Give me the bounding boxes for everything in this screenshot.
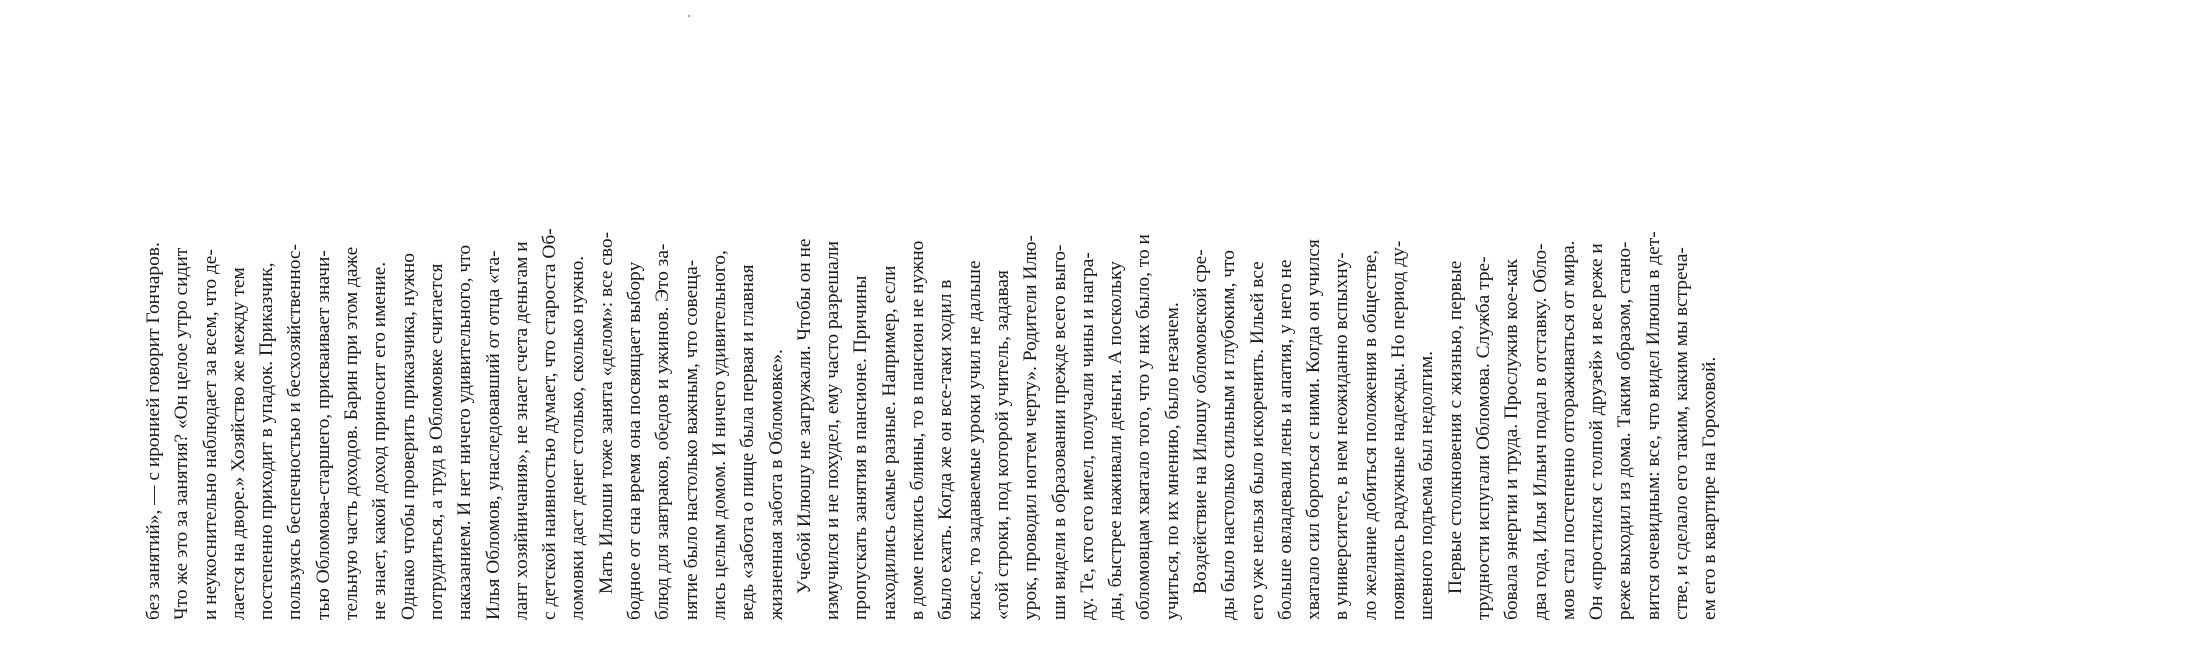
text-line: Он «простился с толпой друзей» и все реже и xyxy=(1586,243,1608,620)
text-line: блюд для завтраков, обедов и ужинов. Это за- xyxy=(652,243,674,620)
text-line: лается на дворе.» Хозяйство же между тем xyxy=(227,267,249,620)
text-line: ши видели в образовании прежде всего выго- xyxy=(1048,244,1070,620)
text-line: обломовцам хватало того, что у них было, то и xyxy=(1133,234,1155,620)
text-line: с детской наивностью думает, что староста Об- xyxy=(539,228,561,620)
text-line: трудности испугали Обломова. Служба тре- xyxy=(1472,256,1494,620)
text-line: без занятий», — с иронией говорит Гончаров. xyxy=(143,242,164,620)
text-line: тью Обломова-старшего, присваивает значи- xyxy=(312,250,334,620)
text-column-area xyxy=(140,20,1721,620)
text-line: постепенно приходит в упадок. Приказчик, xyxy=(256,262,278,620)
text-line: его уже нельзя было искоренить. Ильей все xyxy=(1246,261,1268,620)
text-line: больше овладевали лень и апатия, у него не xyxy=(1274,259,1296,620)
text-line: находились самые разные. Например, если xyxy=(878,265,900,620)
text-line: тельную часть доходов. Барин при этом даже xyxy=(341,246,363,620)
rotated-text-block xyxy=(140,20,1721,620)
text-line: стве, и сделало его таким, каким мы встреча- xyxy=(1671,247,1693,620)
text-line: в доме пеклись блины, то в пансион не нужно xyxy=(907,240,929,620)
text-line: ды, быстрее наживали деньги. А поскольку xyxy=(1105,261,1127,620)
text-line: Илья Обломов, унаследовавший от отца «та- xyxy=(482,250,504,620)
text-line: жизненная забота в Обломовке». xyxy=(765,349,787,620)
text-line: Учебой Илюшу не загружали. Чтобы он не xyxy=(793,238,815,594)
text-line: мов стал постепенно отгораживаться от мира. xyxy=(1557,240,1579,620)
text-line: потрудиться, а труд в Обломовке считается xyxy=(425,263,447,620)
text-line: урок, проводил ногтем черту». Родители Илю- xyxy=(1020,235,1042,620)
text-line: Воздействие на Илюшу обломовской сре- xyxy=(1189,249,1211,594)
text-line: пользуясь беспечностью и бесхозяйственнос- xyxy=(284,244,306,620)
text-line: Однако чтобы проверить приказчика, нужно xyxy=(397,253,419,620)
text-line: бодное от сна время она посвящает выбору xyxy=(624,261,646,620)
text-line: было ехать. Когда же он все-таки ходил в xyxy=(935,279,957,620)
text-line: Первые столкновения с жизнью, первые xyxy=(1444,260,1466,594)
text-line: шевного подъема был недолгим. xyxy=(1416,351,1438,620)
text-line: измучился и не похудел, ему часто разрешали xyxy=(822,241,844,620)
text-line: Что же это за занятия? «Он целое утро сидит xyxy=(171,247,193,620)
text-line: реже выходил из дома. Таким образом, стано- xyxy=(1614,241,1636,620)
scan-speck xyxy=(688,15,690,17)
text-line: лись целым домом. И ничего удивительного, xyxy=(708,250,730,620)
text-line: нятие было настолько важным, что совеща- xyxy=(680,259,702,620)
text-line: хватало сил бороться с ними. Когда он учился xyxy=(1303,239,1325,620)
text-line: лант хозяйничания», не знает счета деньгам и xyxy=(510,241,532,620)
text-line: и неукоснительно наблюдает за всем, что де- xyxy=(199,249,221,620)
text-line: Мать Илюши тоже занята «делом»: все сво- xyxy=(595,231,617,594)
text-line: ломовки даст денег столько, сколько нужно. xyxy=(567,255,589,620)
text-line: не знает, какой доход приносит его имение. xyxy=(369,261,391,620)
text-line: учиться, по их мнению, было незачем. xyxy=(1161,302,1183,620)
text-line: ем его в квартире на Гороховой. xyxy=(1699,356,1721,620)
text-line: ведь «забота о пище была первая и главная xyxy=(737,264,759,620)
text-line: бовала энергии и труда. Прослужив кое-как xyxy=(1501,259,1523,620)
text-line: наказанием. И нет ничего удивительного, что xyxy=(454,244,476,620)
text-line: вится очевидным: все, что видел Илюша в дет- xyxy=(1642,231,1664,620)
text-line: два года, Илья Ильич подал в отставку. Обло- xyxy=(1529,243,1551,620)
text-line: ду. Те, кто его имел, получали чины и награ- xyxy=(1076,252,1098,620)
text-line: в университете, в нем неожиданно вспыхну- xyxy=(1331,252,1353,620)
text-line: пропускать занятия в пансионе. Причины xyxy=(850,275,872,620)
text-line: ло желание добиться положения в обществе, xyxy=(1359,249,1381,620)
text-line: класс, то задаваемые уроки учил не дальше xyxy=(963,260,985,620)
text-line: «той строки, под которой учитель, задавая xyxy=(991,270,1013,620)
text-line: появились радужные надежды. Но период ду- xyxy=(1388,240,1410,620)
text-line: ды было настолько сильным и глубоким, что xyxy=(1218,250,1240,620)
